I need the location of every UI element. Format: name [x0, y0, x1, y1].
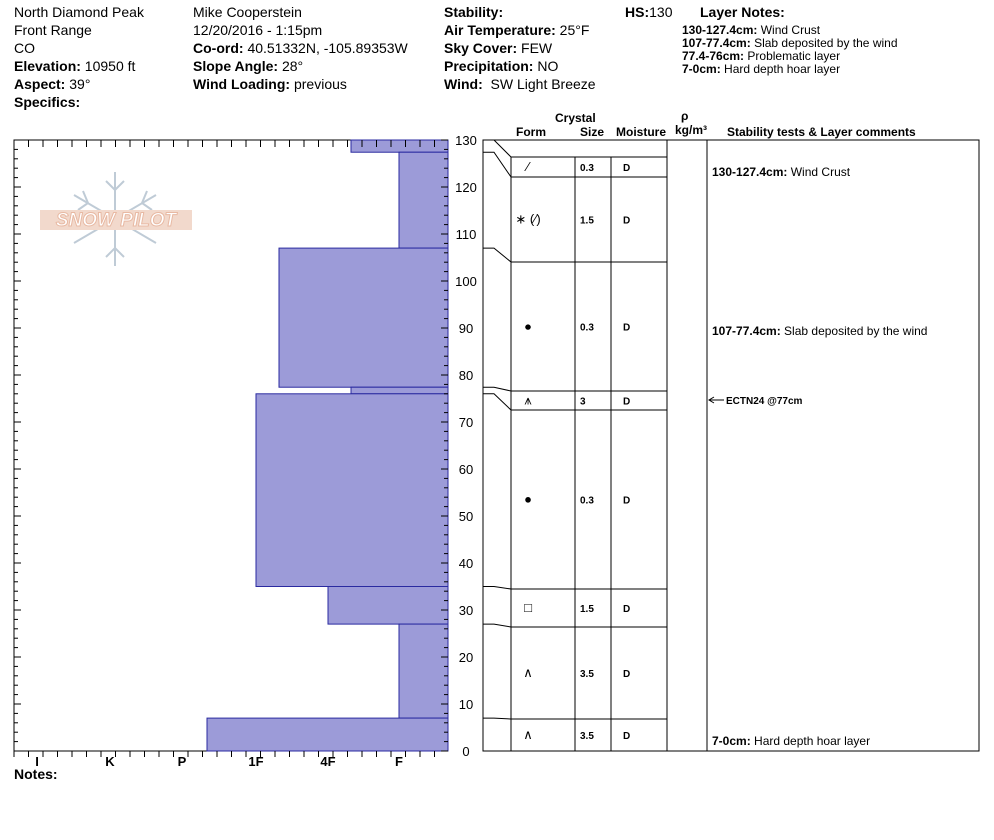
- layer-moisture: D: [623, 604, 631, 615]
- depth-connector: [483, 394, 511, 410]
- layer-comment: 7-0cm: Hard depth hoar layer: [712, 734, 871, 748]
- layer-note: 107-77.4cm: Slab deposited by the wind: [682, 36, 898, 50]
- stability-test-label: ECTN24 @77cm: [726, 396, 803, 407]
- stability-header: Stability tests & Layer comments: [727, 125, 916, 139]
- hardness-bar: [256, 394, 448, 587]
- layer-size: 1.5: [580, 604, 594, 615]
- layer-size: 0.3: [580, 322, 594, 334]
- depth-tick-label: 40: [458, 556, 474, 571]
- depth-tick-label: 110: [455, 227, 477, 242]
- depth-tick-label: 100: [455, 274, 477, 289]
- layer-size: 0.3: [580, 495, 594, 507]
- depth-tick-label: 60: [458, 462, 474, 477]
- layer-form: ⩚: [524, 392, 532, 408]
- specifics-label: Specifics:: [14, 94, 81, 110]
- size-header: Size: [580, 125, 605, 139]
- hardness-tick-label: I: [35, 754, 39, 769]
- hardness-tick-label: 4F: [320, 754, 336, 769]
- layer-form: ∧: [523, 665, 533, 680]
- aspect: Aspect: 39°: [14, 76, 91, 92]
- wind-loading: Wind Loading: previous: [193, 76, 347, 92]
- layer-note: 77.4-76cm: Problematic layer: [682, 49, 841, 63]
- hardness-bar: [399, 624, 448, 718]
- layer-note: 130-127.4cm: Wind Crust: [682, 23, 821, 37]
- depth-connector: [483, 718, 511, 719]
- profile-table-frame: [483, 140, 979, 751]
- depth-tick-label: 80: [458, 368, 474, 383]
- layer-moisture: D: [623, 322, 631, 334]
- layer-form: □: [524, 600, 532, 615]
- logo-text: SNOW PILOT: [55, 210, 177, 231]
- depth-connector: [483, 387, 511, 391]
- air-temperature: Air Temperature: 25°F: [444, 22, 590, 38]
- layer-note: 7-0cm: Hard depth hoar layer: [682, 62, 841, 76]
- notes-label: Notes:: [14, 766, 58, 782]
- hardness-bar: [399, 152, 448, 248]
- layer-moisture: D: [623, 669, 631, 680]
- depth-connector: [483, 624, 511, 627]
- hs: HS:130: [625, 4, 673, 20]
- hardness-tick-label: K: [105, 754, 115, 769]
- layer-moisture: D: [623, 396, 631, 408]
- range: Front Range: [14, 22, 92, 38]
- hardness-bar: [279, 248, 448, 387]
- layer-comment: 130-127.4cm: Wind Crust: [712, 165, 851, 179]
- layer-comment: 107-77.4cm: Slab deposited by the wind: [712, 324, 928, 338]
- datetime: 12/20/2016 - 1:15pm: [193, 22, 323, 38]
- layer-moisture: D: [623, 495, 631, 507]
- rho-header: ρ: [681, 109, 689, 123]
- layer-size: 0.3: [580, 163, 594, 174]
- snowpilot-logo: [40, 172, 192, 266]
- layer-form: ●: [524, 491, 532, 507]
- layer-size: 3.5: [580, 731, 594, 742]
- observer: Mike Cooperstein: [193, 4, 302, 20]
- crystal-header: Crystal: [555, 111, 596, 125]
- hardness-bar: [207, 718, 448, 751]
- layer-form: ∧: [523, 727, 533, 742]
- hardness-bar: [351, 387, 448, 394]
- depth-tick-label: 10: [458, 697, 474, 712]
- depth-connector: [483, 587, 511, 590]
- density-unit-header: kg/m³: [675, 123, 708, 137]
- depth-connector: [483, 248, 511, 262]
- depth-tick-label: 120: [455, 180, 477, 195]
- depth-tick-label: 130: [455, 133, 477, 148]
- depth-tick-label: 90: [458, 321, 474, 336]
- layer-form: ∗ (⁄): [515, 211, 541, 227]
- depth-tick-label: 30: [458, 603, 474, 618]
- layer-moisture: D: [623, 731, 631, 742]
- slope-angle: Slope Angle: 28°: [193, 58, 304, 74]
- form-header: Form: [516, 125, 546, 139]
- wind: Wind: SW Light Breeze: [444, 76, 596, 92]
- moisture-header: Moisture: [616, 125, 667, 139]
- hardness-bar: [328, 587, 448, 625]
- state: CO: [14, 40, 35, 56]
- precipitation: Precipitation: NO: [444, 58, 559, 74]
- depth-connector: [483, 140, 511, 157]
- stability-label: Stability:: [444, 4, 504, 20]
- hardness-tick-label: F: [395, 754, 403, 769]
- hardness-tick-label: 1F: [248, 754, 264, 769]
- hardness-tick-label: P: [177, 754, 187, 769]
- hardness-bar: [351, 140, 448, 152]
- sky-cover: Sky Cover: FEW: [444, 40, 553, 56]
- location: North Diamond Peak: [14, 4, 144, 20]
- layer-form: ⁄: [526, 159, 530, 174]
- depth-tick-label: 70: [458, 415, 474, 430]
- depth-tick-label: 50: [458, 509, 474, 524]
- depth-connector: [483, 152, 511, 177]
- depth-tick-label: 0: [462, 744, 470, 759]
- layer-size: 3.5: [580, 669, 594, 680]
- layer-notes-label: Layer Notes:: [700, 4, 785, 20]
- layer-moisture: D: [623, 215, 631, 227]
- coordinates: Co-ord: 40.51332N, -105.89353W: [193, 40, 408, 56]
- elevation: Elevation: 10950 ft: [14, 58, 136, 74]
- layer-form: ⦁: [524, 318, 532, 334]
- layer-size: 1.5: [580, 215, 594, 227]
- depth-tick-label: 20: [458, 650, 474, 665]
- layer-size: 3: [580, 396, 586, 408]
- layer-moisture: D: [623, 163, 631, 174]
